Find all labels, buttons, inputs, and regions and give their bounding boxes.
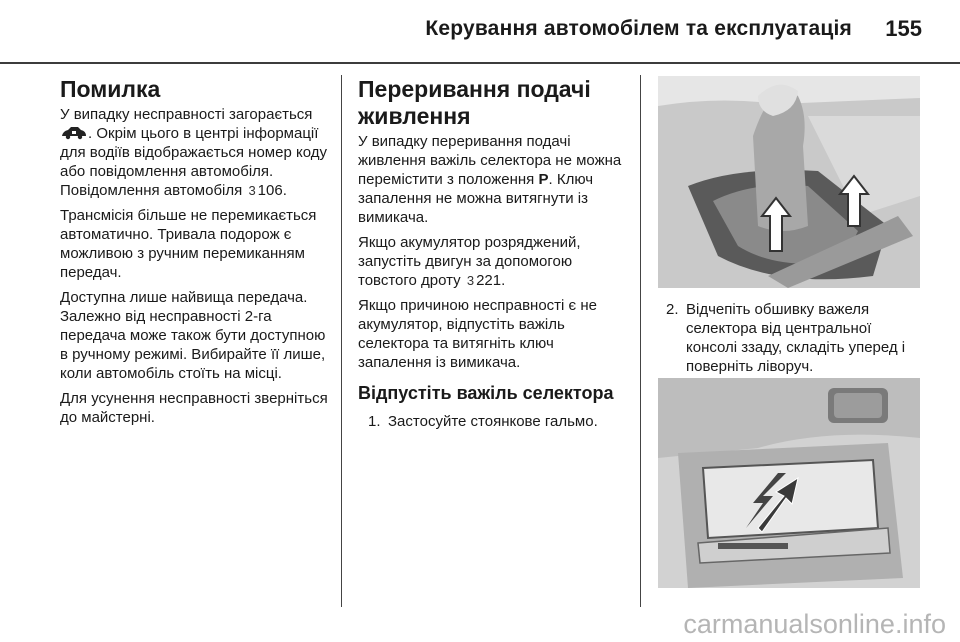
paragraph-5-text-b: . Ключ запалення не можна витягнути із вимикача. <box>358 171 594 226</box>
car-icon <box>60 126 88 140</box>
section-heading-power: Переривання подачі живлення <box>358 76 591 129</box>
gear-selector-photo <box>658 76 920 288</box>
paragraph-4: Для усунення несправності зверніться до майстерні. <box>60 390 328 426</box>
console-trim-photo <box>658 378 920 588</box>
paragraph-6 <box>358 233 630 290</box>
page-title: Керування автомобілем та експлуатація <box>425 17 852 40</box>
column-malfunction <box>60 76 335 433</box>
step-text: Застосуйте стоянкове гальмо. <box>388 413 598 430</box>
column-divider-1 <box>341 75 342 607</box>
page-header <box>0 0 960 58</box>
paragraph-5 <box>358 132 630 227</box>
reference-arrow-icon: 3 <box>248 183 256 198</box>
paragraph-3: Доступна лише найвища передача. Залежно від несправності 2-га передача може також бути доступною в ручному режимі. Вибирайте її лише, коли автомобіль стоїть на місці. <box>60 289 326 382</box>
column-power-interruption <box>358 76 630 437</box>
header-rule <box>0 62 960 64</box>
step-1 <box>358 412 630 431</box>
page-reference[interactable]: 221. <box>476 272 506 289</box>
subheading-release-selector: Відпустіть важіль селектора <box>358 383 614 403</box>
paragraph-7: Якщо причиною несправності є не акумулятор, відпустіть важіль селектора та витягніть ключ запалення із вимикача. <box>358 297 598 371</box>
page-number: 155 <box>885 16 922 41</box>
gear-position-p: P <box>538 171 549 188</box>
section-heading-malfunction: Помилка <box>60 76 161 102</box>
column-divider-2 <box>640 75 641 607</box>
step-2 <box>658 300 920 376</box>
paragraph-6-text: Якщо акумулятор розряджений, запустіть двигун за допомогою товстого дроту <box>358 234 581 289</box>
paragraph-5-text-a: У випадку переривання подачі живлення важіль селектора не можна перемістити з положення <box>358 133 622 188</box>
step-number: 2. <box>666 301 679 318</box>
watermark: carmanualsonline.info <box>683 609 946 639</box>
gear-selector-illustration <box>658 76 920 288</box>
step-text: Відчепіть обшивку важеля селектора від центральної консолі ззаду, складіть уперед і поверніть ліворуч. <box>686 301 906 375</box>
page-reference[interactable]: 106. <box>257 182 287 199</box>
reference-arrow-icon: 3 <box>466 273 475 288</box>
column-step-2 <box>658 300 920 382</box>
paragraph-1 <box>60 105 335 200</box>
paragraph-2: Трансмісія більше не перемикається автоматично. Тривала подорож є можливою з ручним перемиканням передач. <box>60 207 317 281</box>
console-trim-illustration <box>658 378 920 588</box>
paragraph-1-text-b: . Окрім цього в центрі інформації для водіїв відображається номер коду або повідомлення автомобіля. Повідомлення автомобіля <box>60 125 327 199</box>
paragraph-1-text-a: У випадку несправності загорається <box>60 106 313 123</box>
step-number: 1. <box>368 413 381 430</box>
